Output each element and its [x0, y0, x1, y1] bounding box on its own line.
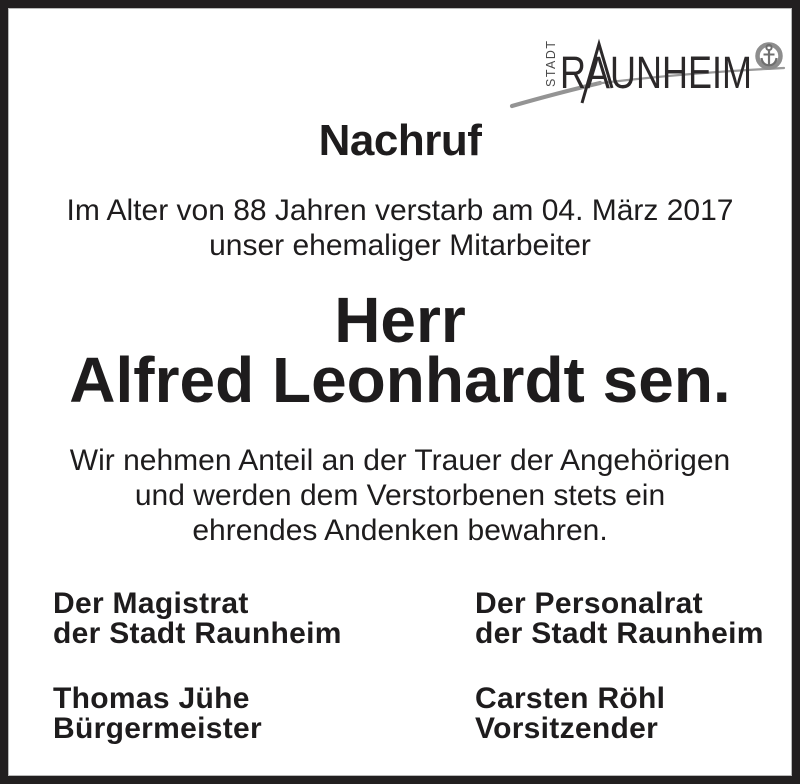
- deceased-salutation: Herr: [334, 284, 466, 356]
- intro-line-1: Im Alter von 88 Jahren verstarb am 04. März 2017: [66, 194, 734, 227]
- condolence-paragraph: [8, 443, 792, 548]
- deceased-name: Alfred Leonhardt sen.: [69, 344, 731, 416]
- anchor-in-circle-icon: [758, 45, 781, 68]
- condolence-line-3: ehrendes Andenken bewahren.: [192, 514, 608, 547]
- condolence-line-2: und werden dem Verstorbenen stets ein: [134, 479, 666, 512]
- signature-person-right: [475, 684, 665, 744]
- person-left-role: Bürgermeister: [53, 712, 262, 745]
- org-left-line-1: Der Magistrat: [53, 587, 249, 620]
- notice-title: Nachruf: [318, 116, 482, 165]
- logo-graphic: [498, 25, 793, 110]
- org-left-line-2: der Stadt Raunheim: [53, 617, 342, 650]
- person-right-role: Vorsitzender: [475, 712, 659, 745]
- signature-org-right: [475, 589, 764, 649]
- signature-org-left: [53, 589, 342, 649]
- logo-city-name: RAUNHEIM: [560, 47, 752, 98]
- person-left-name: Thomas Jühe: [53, 682, 250, 715]
- stadt-raunheim-logo: [498, 25, 793, 110]
- person-right-name: Carsten Röhl: [475, 682, 666, 715]
- intro-paragraph: [8, 193, 792, 263]
- org-right-line-2: der Stadt Raunheim: [475, 617, 764, 650]
- condolence-line-1: Wir nehmen Anteil an der Trauer der Angehörigen: [69, 444, 731, 477]
- org-right-line-1: Der Personalrat: [475, 587, 703, 620]
- deceased-block: [8, 284, 792, 416]
- logo-stadt-label: STADT: [544, 39, 558, 87]
- intro-line-2: unser ehemaliger Mitarbeiter: [209, 229, 591, 262]
- signature-person-left: [53, 684, 262, 744]
